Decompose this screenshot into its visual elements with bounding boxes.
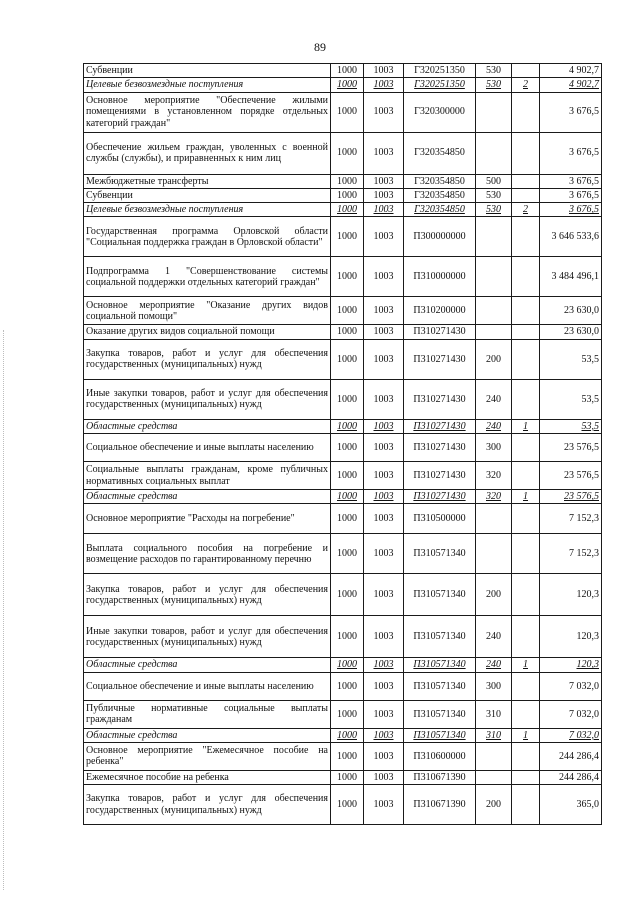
amount-cell: 53,5 xyxy=(540,419,602,433)
section-code-cell: 1000 xyxy=(331,462,364,490)
section-code-cell: 1000 xyxy=(331,419,364,433)
table-row xyxy=(84,257,602,297)
subsection-code-cell: 1003 xyxy=(364,462,404,490)
target-article-cell: П310571340 xyxy=(404,700,476,728)
row-name-cell: Основное мероприятие "Оказание других видов социальной помощи" xyxy=(84,297,331,325)
section-code-cell: 1000 xyxy=(331,203,364,217)
section-code-cell: 1000 xyxy=(331,574,364,616)
target-article-cell: Г320251350 xyxy=(404,64,476,78)
expense-type-cell: 310 xyxy=(476,700,512,728)
subsection-code-cell: 1003 xyxy=(364,325,404,339)
amount-cell: 53,5 xyxy=(540,339,602,379)
table-row xyxy=(84,92,602,132)
expense-type-cell: 310 xyxy=(476,728,512,742)
section-code-cell: 1000 xyxy=(331,325,364,339)
expense-type-cell: 530 xyxy=(476,188,512,202)
table-row xyxy=(84,132,602,174)
target-article-cell: П310571340 xyxy=(404,658,476,672)
section-code-cell: 1000 xyxy=(331,742,364,770)
target-article-cell: П310000000 xyxy=(404,257,476,297)
target-article-cell: П310571340 xyxy=(404,728,476,742)
subsection-code-cell: 1003 xyxy=(364,785,404,825)
row-name-cell: Социальное обеспечение и иные выплаты населению xyxy=(84,672,331,700)
expense-type-cell xyxy=(476,297,512,325)
expense-type-cell: 240 xyxy=(476,379,512,419)
section-code-cell: 1000 xyxy=(331,188,364,202)
expense-type-cell xyxy=(476,92,512,132)
row-name-cell: Основное мероприятие "Обеспечение жилыми помещениями в установленном порядке отдельных категорий граждан" xyxy=(84,92,331,132)
table-row xyxy=(84,672,602,700)
table-row xyxy=(84,770,602,784)
table-row xyxy=(84,339,602,379)
funding-source-cell: 2 xyxy=(512,203,540,217)
row-name-cell: Областные средства xyxy=(84,419,331,433)
table-row xyxy=(84,504,602,534)
funding-source-cell xyxy=(512,132,540,174)
funding-source-cell xyxy=(512,574,540,616)
row-name-cell: Основное мероприятие "Расходы на погребение" xyxy=(84,504,331,534)
target-article-cell: П310571340 xyxy=(404,672,476,700)
amount-cell: 23 630,0 xyxy=(540,297,602,325)
subsection-code-cell: 1003 xyxy=(364,616,404,658)
target-article-cell: П310571340 xyxy=(404,616,476,658)
funding-source-cell xyxy=(512,504,540,534)
funding-source-cell xyxy=(512,174,540,188)
subsection-code-cell: 1003 xyxy=(364,132,404,174)
subsection-code-cell: 1003 xyxy=(364,379,404,419)
amount-cell: 3 646 533,6 xyxy=(540,217,602,257)
funding-source-cell xyxy=(512,188,540,202)
section-code-cell: 1000 xyxy=(331,616,364,658)
expense-type-cell xyxy=(476,770,512,784)
expense-type-cell: 200 xyxy=(476,339,512,379)
subsection-code-cell: 1003 xyxy=(364,257,404,297)
amount-cell: 3 676,5 xyxy=(540,203,602,217)
target-article-cell: П310200000 xyxy=(404,297,476,325)
subsection-code-cell: 1003 xyxy=(364,217,404,257)
page-number: 89 xyxy=(314,40,326,54)
expense-type-cell xyxy=(476,132,512,174)
amount-cell: 244 286,4 xyxy=(540,742,602,770)
amount-cell: 23 576,5 xyxy=(540,490,602,504)
expense-type-cell xyxy=(476,534,512,574)
row-name-cell: Закупка товаров, работ и услуг для обеспечения государственных (муниципальных) нужд xyxy=(84,339,331,379)
amount-cell: 4 902,7 xyxy=(540,64,602,78)
subsection-code-cell: 1003 xyxy=(364,658,404,672)
subsection-code-cell: 1003 xyxy=(364,297,404,325)
target-article-cell: П310571340 xyxy=(404,534,476,574)
funding-source-cell xyxy=(512,462,540,490)
expense-type-cell: 320 xyxy=(476,462,512,490)
row-name-cell: Областные средства xyxy=(84,658,331,672)
target-article-cell: П310271430 xyxy=(404,434,476,462)
section-code-cell: 1000 xyxy=(331,728,364,742)
section-code-cell: 1000 xyxy=(331,297,364,325)
row-name-cell: Областные средства xyxy=(84,490,331,504)
target-article-cell: П310671390 xyxy=(404,770,476,784)
table-row xyxy=(84,78,602,92)
amount-cell: 365,0 xyxy=(540,785,602,825)
section-code-cell: 1000 xyxy=(331,490,364,504)
expense-type-cell xyxy=(476,217,512,257)
table-row xyxy=(84,203,602,217)
section-code-cell: 1000 xyxy=(331,770,364,784)
row-name-cell: Межбюджетные трансферты xyxy=(84,174,331,188)
table-row xyxy=(84,379,602,419)
subsection-code-cell: 1003 xyxy=(364,174,404,188)
table-row xyxy=(84,658,602,672)
target-article-cell: П310271430 xyxy=(404,379,476,419)
scan-margin-line xyxy=(3,330,4,890)
expense-type-cell: 530 xyxy=(476,78,512,92)
target-article-cell: Г320300000 xyxy=(404,92,476,132)
funding-source-cell xyxy=(512,217,540,257)
section-code-cell: 1000 xyxy=(331,785,364,825)
target-article-cell: П310571340 xyxy=(404,574,476,616)
expense-type-cell: 200 xyxy=(476,574,512,616)
funding-source-cell: 1 xyxy=(512,658,540,672)
expense-type-cell: 500 xyxy=(476,174,512,188)
subsection-code-cell: 1003 xyxy=(364,339,404,379)
expense-type-cell: 530 xyxy=(476,64,512,78)
subsection-code-cell: 1003 xyxy=(364,534,404,574)
target-article-cell: Г320251350 xyxy=(404,78,476,92)
section-code-cell: 1000 xyxy=(331,257,364,297)
subsection-code-cell: 1003 xyxy=(364,742,404,770)
funding-source-cell xyxy=(512,64,540,78)
budget-table-body xyxy=(84,64,602,825)
funding-source-cell xyxy=(512,297,540,325)
target-article-cell: П310271430 xyxy=(404,325,476,339)
funding-source-cell xyxy=(512,434,540,462)
amount-cell: 244 286,4 xyxy=(540,770,602,784)
row-name-cell: Социальное обеспечение и иные выплаты населению xyxy=(84,434,331,462)
row-name-cell: Выплата социального пособия на погребение и возмещение расходов по гарантированному перечню xyxy=(84,534,331,574)
subsection-code-cell: 1003 xyxy=(364,700,404,728)
table-row xyxy=(84,700,602,728)
section-code-cell: 1000 xyxy=(331,672,364,700)
target-article-cell: Г320354850 xyxy=(404,174,476,188)
section-code-cell: 1000 xyxy=(331,504,364,534)
amount-cell: 3 484 496,1 xyxy=(540,257,602,297)
amount-cell: 3 676,5 xyxy=(540,92,602,132)
table-row xyxy=(84,325,602,339)
amount-cell: 7 032,0 xyxy=(540,672,602,700)
table-row xyxy=(84,785,602,825)
section-code-cell: 1000 xyxy=(331,534,364,574)
subsection-code-cell: 1003 xyxy=(364,504,404,534)
expense-type-cell: 200 xyxy=(476,785,512,825)
amount-cell: 3 676,5 xyxy=(540,132,602,174)
section-code-cell: 1000 xyxy=(331,434,364,462)
row-name-cell: Подпрограмма 1 "Совершенствование системы социальной поддержки отдельных категорий граждан" xyxy=(84,257,331,297)
table-row xyxy=(84,419,602,433)
table-row xyxy=(84,574,602,616)
subsection-code-cell: 1003 xyxy=(364,64,404,78)
amount-cell: 120,3 xyxy=(540,616,602,658)
target-article-cell: П310500000 xyxy=(404,504,476,534)
amount-cell: 53,5 xyxy=(540,379,602,419)
expense-type-cell xyxy=(476,257,512,297)
funding-source-cell xyxy=(512,325,540,339)
subsection-code-cell: 1003 xyxy=(364,490,404,504)
section-code-cell: 1000 xyxy=(331,339,364,379)
subsection-code-cell: 1003 xyxy=(364,92,404,132)
expense-type-cell xyxy=(476,742,512,770)
funding-source-cell xyxy=(512,672,540,700)
funding-source-cell: 1 xyxy=(512,419,540,433)
subsection-code-cell: 1003 xyxy=(364,574,404,616)
funding-source-cell xyxy=(512,616,540,658)
row-name-cell: Субвенции xyxy=(84,64,331,78)
row-name-cell: Целевые безвозмездные поступления xyxy=(84,203,331,217)
expense-type-cell: 320 xyxy=(476,490,512,504)
subsection-code-cell: 1003 xyxy=(364,188,404,202)
amount-cell: 7 032,0 xyxy=(540,700,602,728)
funding-source-cell: 2 xyxy=(512,78,540,92)
funding-source-cell xyxy=(512,785,540,825)
funding-source-cell xyxy=(512,92,540,132)
funding-source-cell: 1 xyxy=(512,490,540,504)
expense-type-cell: 240 xyxy=(476,658,512,672)
amount-cell: 7 032,0 xyxy=(540,728,602,742)
row-name-cell: Иные закупки товаров, работ и услуг для обеспечения государственных (муниципальных) нужд xyxy=(84,616,331,658)
subsection-code-cell: 1003 xyxy=(364,78,404,92)
amount-cell: 23 630,0 xyxy=(540,325,602,339)
expense-type-cell: 530 xyxy=(476,203,512,217)
expense-type-cell xyxy=(476,325,512,339)
table-row xyxy=(84,217,602,257)
section-code-cell: 1000 xyxy=(331,132,364,174)
subsection-code-cell: 1003 xyxy=(364,672,404,700)
subsection-code-cell: 1003 xyxy=(364,770,404,784)
subsection-code-cell: 1003 xyxy=(364,419,404,433)
row-name-cell: Областные средства xyxy=(84,728,331,742)
funding-source-cell xyxy=(512,700,540,728)
section-code-cell: 1000 xyxy=(331,658,364,672)
amount-cell: 3 676,5 xyxy=(540,174,602,188)
amount-cell: 120,3 xyxy=(540,658,602,672)
row-name-cell: Целевые безвозмездные поступления xyxy=(84,78,331,92)
target-article-cell: П310271430 xyxy=(404,462,476,490)
table-row xyxy=(84,616,602,658)
section-code-cell: 1000 xyxy=(331,92,364,132)
funding-source-cell: 1 xyxy=(512,728,540,742)
expense-type-cell: 240 xyxy=(476,616,512,658)
funding-source-cell xyxy=(512,742,540,770)
subsection-code-cell: 1003 xyxy=(364,434,404,462)
table-row xyxy=(84,188,602,202)
row-name-cell: Закупка товаров, работ и услуг для обеспечения государственных (муниципальных) нужд xyxy=(84,574,331,616)
row-name-cell: Ежемесячное пособие на ребенка xyxy=(84,770,331,784)
funding-source-cell xyxy=(512,770,540,784)
table-row xyxy=(84,64,602,78)
row-name-cell: Публичные нормативные социальные выплаты гражданам xyxy=(84,700,331,728)
row-name-cell: Закупка товаров, работ и услуг для обеспечения государственных (муниципальных) нужд xyxy=(84,785,331,825)
amount-cell: 7 152,3 xyxy=(540,534,602,574)
funding-source-cell xyxy=(512,534,540,574)
row-name-cell: Субвенции xyxy=(84,188,331,202)
section-code-cell: 1000 xyxy=(331,379,364,419)
target-article-cell: Г320354850 xyxy=(404,132,476,174)
table-row xyxy=(84,742,602,770)
section-code-cell: 1000 xyxy=(331,700,364,728)
target-article-cell: П310271430 xyxy=(404,419,476,433)
table-row xyxy=(84,490,602,504)
target-article-cell: П310271430 xyxy=(404,490,476,504)
row-name-cell: Оказание других видов социальной помощи xyxy=(84,325,331,339)
target-article-cell: Г320354850 xyxy=(404,188,476,202)
table-row xyxy=(84,297,602,325)
table-row xyxy=(84,174,602,188)
section-code-cell: 1000 xyxy=(331,217,364,257)
target-article-cell: П310671390 xyxy=(404,785,476,825)
row-name-cell: Обеспечение жильем граждан, уволенных с военной службы (службы), и приравненных к ним лиц xyxy=(84,132,331,174)
expense-type-cell xyxy=(476,504,512,534)
section-code-cell: 1000 xyxy=(331,64,364,78)
subsection-code-cell: 1003 xyxy=(364,203,404,217)
amount-cell: 23 576,5 xyxy=(540,462,602,490)
amount-cell: 4 902,7 xyxy=(540,78,602,92)
subsection-code-cell: 1003 xyxy=(364,728,404,742)
row-name-cell: Иные закупки товаров, работ и услуг для обеспечения государственных (муниципальных) нужд xyxy=(84,379,331,419)
target-article-cell: Г320354850 xyxy=(404,203,476,217)
target-article-cell: П310600000 xyxy=(404,742,476,770)
funding-source-cell xyxy=(512,257,540,297)
expense-type-cell: 300 xyxy=(476,672,512,700)
row-name-cell: Социальные выплаты гражданам, кроме публичных нормативных социальных выплат xyxy=(84,462,331,490)
budget-table xyxy=(83,63,602,825)
amount-cell: 23 576,5 xyxy=(540,434,602,462)
row-name-cell: Основное мероприятие "Ежемесячное пособие на ребенка" xyxy=(84,742,331,770)
target-article-cell: П310271430 xyxy=(404,339,476,379)
amount-cell: 120,3 xyxy=(540,574,602,616)
table-row xyxy=(84,728,602,742)
table-row xyxy=(84,434,602,462)
expense-type-cell: 240 xyxy=(476,419,512,433)
amount-cell: 7 152,3 xyxy=(540,504,602,534)
row-name-cell: Государственная программа Орловской области "Социальная поддержка граждан в Орловской области" xyxy=(84,217,331,257)
target-article-cell: П300000000 xyxy=(404,217,476,257)
section-code-cell: 1000 xyxy=(331,174,364,188)
table-row xyxy=(84,534,602,574)
section-code-cell: 1000 xyxy=(331,78,364,92)
funding-source-cell xyxy=(512,379,540,419)
amount-cell: 3 676,5 xyxy=(540,188,602,202)
funding-source-cell xyxy=(512,339,540,379)
table-row xyxy=(84,462,602,490)
expense-type-cell: 300 xyxy=(476,434,512,462)
